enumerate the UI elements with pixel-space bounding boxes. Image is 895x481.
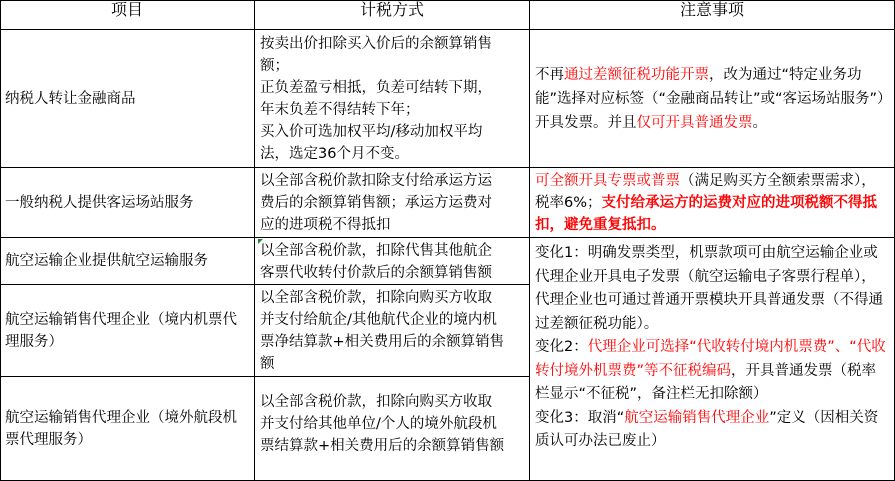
- row2-method: 以全部含税价款扣除支付给承运方运 费后的余额算销售额；承运方运费对 应的进项税不得抵扣: [255, 168, 530, 238]
- cell-comment-marker: [258, 239, 263, 244]
- header-notes: 注意事项: [530, 0, 895, 30]
- row1-item: 纳税人转让金融商品: [0, 30, 255, 168]
- row4-item: 航空运输销售代理企业（境内机票代理服务）: [0, 285, 255, 377]
- header-method: 计税方式: [255, 0, 530, 30]
- change-1: 变化1：明确发票类型，机票款项可由航空运输企业或代理企业开具电子发票（航空运输电子客票行程单），代理企业也可通过普通开票模块开具普通发票（不得通过差额征税功能）。: [535, 245, 883, 332]
- row3-method: 以全部含税价款，扣除代售其他航企 客票代收转付价款后的余额算销售额: [255, 238, 530, 285]
- row5-item: 航空运输销售代理企业（境外航段机票代理服务）: [0, 377, 255, 481]
- row1-notes: 不再通过差额征税功能开票，改为通过“特定业务功能”选择对应标签（“金融商品转让”或“客运场站服务”）开具发票。并且仅可开具普通发票。: [530, 30, 895, 168]
- header-item: 项目: [0, 0, 255, 30]
- row3-item: 航空运输企业提供航空运输服务: [0, 238, 255, 285]
- row4-method: 以全部含税价款，扣除向购买方收取 并支付给航企/其他航代企业的境内机 票净结算款+相关费用后的余额算销售 额: [255, 285, 530, 377]
- change-2: 变化2：代理企业可选择“代收转付境内机票费”、“代收转付境外机票费”等不征税编码，开具普通发票（税率栏显示“不征税”，备注栏无扣除额）: [535, 339, 886, 402]
- row5-method: 以全部含税价款，扣除向购买方收取 并支付给其他单位/个人的境外航段机 票结算款+相关费用后的余额算销售额: [255, 377, 530, 481]
- row2-item: 一般纳税人提供客运场站服务: [0, 168, 255, 238]
- row1-method: 按卖出价扣除买入价后的余额算销售 额； 正负差盈亏相抵，负差可结转下期， 年末负差不得结转下年； 买入价可选加权平均/移动加权平均 法，选定36个月不变。: [255, 30, 530, 168]
- aviation-notes: [530, 238, 895, 481]
- change-3: 变化3：取消“航空运输销售代理企业”定义（因相关资质认可办法已废止）: [535, 409, 879, 449]
- row2-notes: 可全额开具专票或普票（满足购买方全额索票需求），税率6%；支付给承运方的运费对应的进项税额不得抵扣，避免重复抵扣。: [530, 168, 895, 238]
